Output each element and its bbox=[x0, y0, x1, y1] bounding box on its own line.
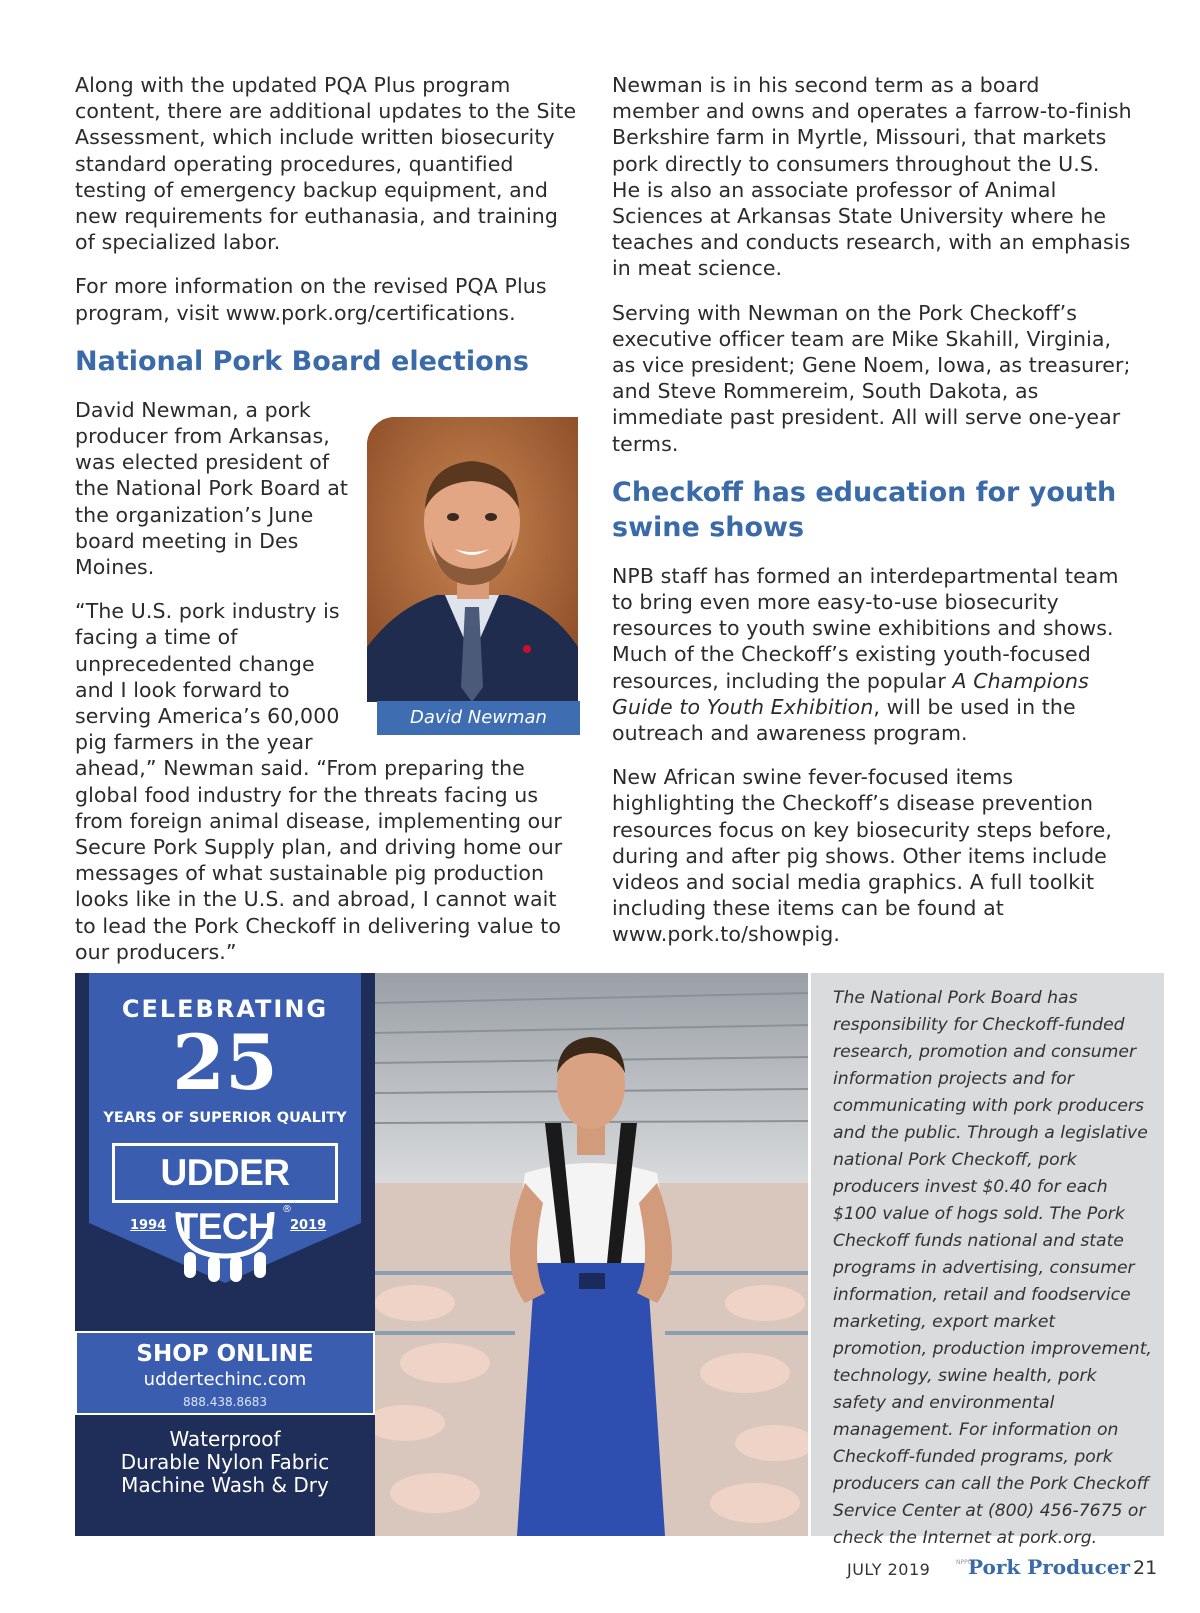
ad-website-link[interactable]: uddertechinc.com bbox=[143, 1369, 307, 1390]
officers-paragraph: Serving with Newman on the Pork Checkoff’s executive officer team are Mike Skahill, Virginia, as vice president; Gene Noem, Iowa, as treasurer; and Steve Rommereim, South Dakota, as immediate past president. All will serve one-year terms. bbox=[612, 300, 1131, 456]
newman-portrait-image bbox=[367, 417, 578, 702]
youth-heading: Checkoff has education for youth swine shows bbox=[612, 476, 1117, 543]
champions-guide-title: A Champions Guide to Youth Exhibition bbox=[612, 668, 1089, 719]
elections-paragraph-2: “The U.S. pork industry is facing a time of unprecedented change and I look forward to serving America’s 60,000 pig farmers in the year ahead,” Newman said. “From preparing the global food industry for the threats facing us from foreign animal disease, implementing our Secure Pork Supply plan, and driving home our messages of what sustainable pig production looks like in the U.S. and abroad, I cannot wait to lead the Pork Checkoff in delivering value to our producers.” bbox=[75, 599, 563, 964]
udder-tech-logo: UDDER TECH bbox=[112, 1143, 338, 1203]
left-column bbox=[75, 72, 580, 965]
udder-tech-advertisement[interactable] bbox=[75, 973, 808, 1536]
ad-tagline: YEARS OF SUPERIOR QUALITY bbox=[103, 1110, 347, 1126]
ad-year-start: 1994 bbox=[130, 1218, 167, 1233]
shop-online-label: SHOP ONLINE bbox=[136, 1341, 314, 1367]
newman-bio-paragraph: Newman is in his second term as a board member and owns and operates a farrow-to-finish Berkshire farm in Myrtle, Missouri, that markets pork directly to consumers throughout the U.S. He is also an associate professor of Animal Sciences at Arkansas State University where he teaches and conducts research, with an emphasis in meat science. bbox=[612, 73, 1132, 281]
publication-name: Pork Producer bbox=[968, 1555, 1131, 1579]
ad-phone-number: 888.438.8683 bbox=[183, 1395, 267, 1409]
ad-celebrating: CELEBRATING bbox=[121, 995, 329, 1023]
ad-feature-2: Durable Nylon Fabric bbox=[120, 1450, 330, 1474]
youth-paragraph-2: New African swine fever-focused items highlighting the Checkoff’s disease prevention resources focus on key biosecurity steps before, during and after pig shows. Other items include videos and social media graphics. A full toolkit including these items can be found at www.pork.to/showpig. bbox=[612, 765, 1112, 947]
ad-anniversary-number: 25 bbox=[172, 1018, 278, 1107]
newman-photo-figure bbox=[367, 417, 580, 737]
ad-farmer-photo bbox=[375, 973, 808, 1536]
elections-paragraph-1: David Newman, a pork producer from Arkansas, was elected president of the National Pork Board at the organization’s June board meeting in Des Moines. bbox=[75, 397, 349, 580]
sidebar-text: The National Pork Board has responsibility for Checkoff-funded research, promotion and consumer information projects and for communicating with pork producers and the public. Through a legislative national Pork Checkoff, pork producers invest $0.40 for each $100 value of hogs sold. The Pork Checkoff funds national and state programs in advertising, consumer information, retail and foodservice marketing, export market promotion, production improvement, technology, swine health, pork safety and environmental management. For information on Checkoff-funded programs, pork producers can call the Pork Checkoff Service Center at (800) 456-7675 or check the Internet at pork.org. bbox=[833, 988, 1152, 1548]
udder-icon bbox=[170, 1208, 280, 1283]
photo-caption: David Newman bbox=[377, 701, 580, 735]
issue-date: JULY 2019 bbox=[847, 1560, 931, 1579]
ad-year-end: 2019 bbox=[290, 1218, 327, 1233]
shop-online-box[interactable] bbox=[75, 1331, 375, 1415]
ad-feature-3: Machine Wash & Dry bbox=[121, 1473, 329, 1497]
youth-paragraph-1-end: , will be used in the outreach and awareness program. bbox=[612, 694, 1076, 746]
checkoff-info-sidebar bbox=[811, 973, 1164, 1548]
intro-paragraph-1: Along with the updated PQA Plus program content, there are additional updates to the Site Assessment, which include written biosecurity standard operating procedures, quantified testing of emergency backup equipment, and new requirements for euthanasia, and training of specialized labor. bbox=[75, 73, 577, 255]
elections-heading: National Pork Board elections bbox=[75, 345, 529, 377]
youth-paragraph-1-start: NPB staff has formed an interdepartmental team to bring even more easy-to-use biosecurity resources to youth swine exhibitions and shows. Much of the Checkoff’s existing youth-focused resources, including the popular bbox=[612, 563, 1119, 693]
ad-feature-1: Waterproof bbox=[169, 1427, 281, 1451]
youth-paragraph-1 bbox=[612, 563, 1132, 746]
page-number: 21 bbox=[1133, 1557, 1158, 1579]
intro-paragraph-2: For more information on the revised PQA Plus program, visit www.pork.org/certifications. bbox=[75, 274, 547, 325]
right-column bbox=[612, 72, 1132, 966]
page-footer bbox=[0, 1556, 1200, 1586]
registered-mark: ® bbox=[282, 1204, 292, 1215]
brand-tag: NPPC bbox=[956, 1559, 972, 1566]
newman-photo bbox=[367, 417, 578, 702]
ad-info-panel bbox=[75, 973, 375, 1536]
